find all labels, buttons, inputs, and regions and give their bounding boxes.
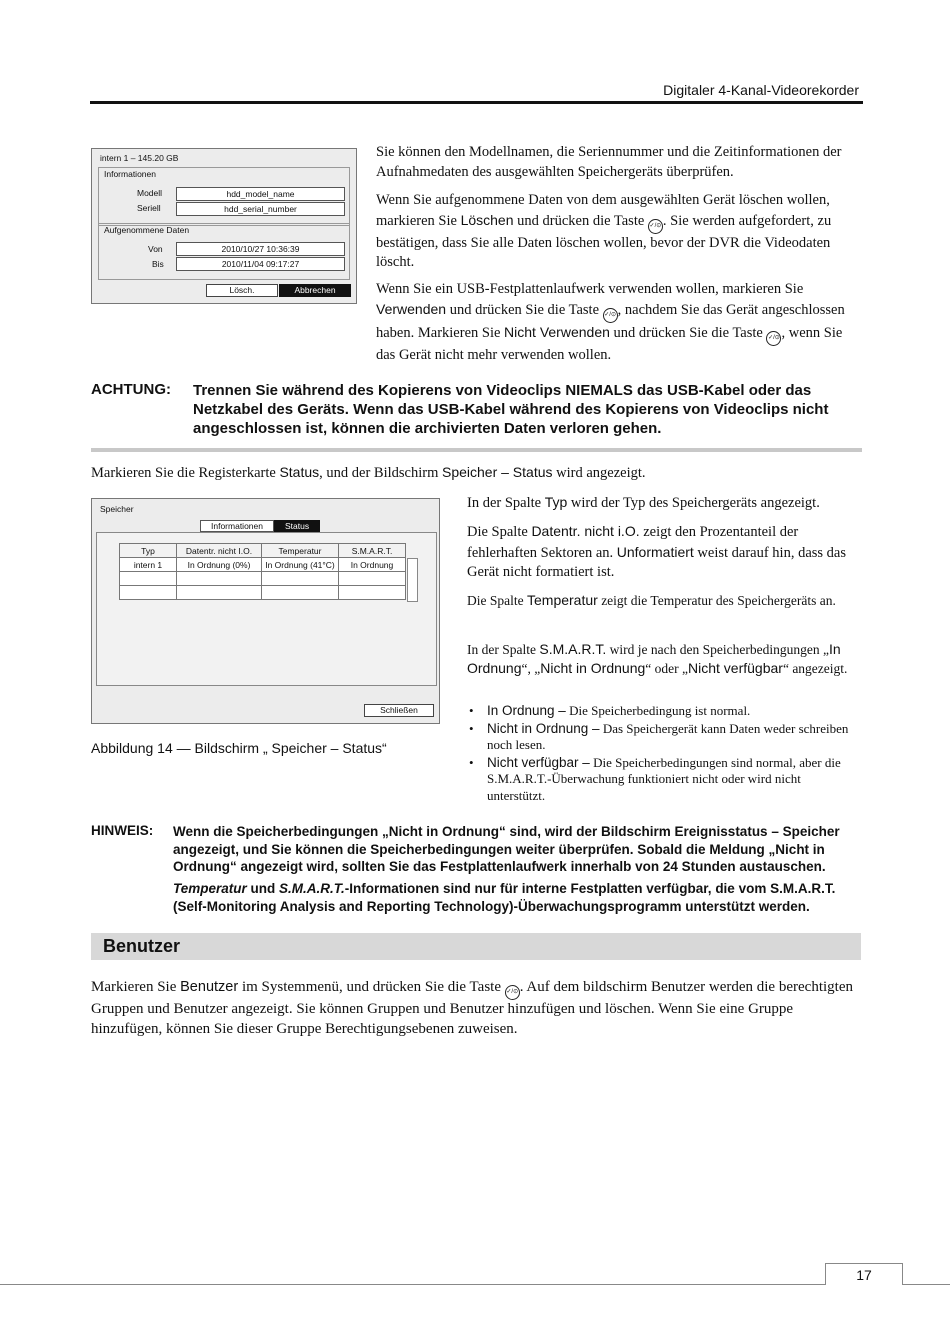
text-part: zeigt den Prozentanteil der fehlerhaften Sektoren an. [467,524,799,561]
bullet-keyword: In Ordnung – [487,703,566,718]
info-group-label: Informationen [104,169,156,179]
text-part: Wenn Sie ein USB-Festplattenlaufwerk verwenden wollen, markieren Sie [376,281,804,297]
bullet-keyword: Nicht verfügbar – [487,754,590,770]
table-row[interactable] [120,572,406,586]
text-part: Die Spalte [467,593,527,608]
keyword-smart: S.M.A.R.T. [279,881,345,896]
paragraph-datentr [467,522,862,583]
tab-status[interactable]: Status [274,520,320,532]
bullet-text: Das Speichergerät kann Daten weder schreiben noch lesen. [487,720,849,752]
page-number: 17 [825,1263,903,1285]
text-part: In der Spalte [467,495,545,511]
from-value: 2010/10/27 10:36:39 [176,242,345,256]
smart-status-list [467,703,862,805]
section-title: Benutzer [103,936,181,956]
keyword-in-ordnung: In Ordnung [467,641,841,676]
paragraph-smart [467,640,862,678]
enter-key-icon: ✓/⊙ [603,308,618,323]
col-temperatur: Temperatur [262,544,339,558]
paragraph-benutzer [91,978,863,1039]
keyword-benutzer: Benutzer [180,979,239,995]
bullet-text: Die Speicherbedingung ist normal. [565,703,751,718]
col-datentr: Datentr. nicht I.O. [177,544,262,558]
paragraph-status-intro [91,463,863,484]
bullet-keyword: Nicht in Ordnung – [487,720,600,736]
keyword-temperatur: Temperatur [527,592,598,608]
text-part: wird je nach den Speicherbedingungen „ [606,642,829,657]
bullet-text: Die Speicherbedingungen sind normal, aber die S.M.A.R.T.-Überwachung funktioniert nicht oder wird nicht unterstützt. [487,754,841,803]
screenshot-title: intern 1 – 145.20 GB [100,153,179,163]
text-part: , nachdem Sie das Gerät angeschlossen haben. Markieren Sie [376,301,845,341]
text-part: “ angezeigt. [782,661,848,676]
section-divider [91,448,862,452]
text-part: zeigt die Temperatur des Speichergeräts an. [597,593,836,608]
warning-text: Trennen Sie während des Kopierens von Videoclips NIEMALS das USB-Kabel oder das Netzkabel des Geräts. Wenn das USB-Kabel während des Kopierens von Videoclips nicht angeschlossen ist, können die archivierten Daten verloren gehen. [193,382,829,437]
status-panel [96,532,437,686]
keyword-speicher-status: Speicher – Status [441,464,553,480]
text-part: und drücken die Taste [513,212,648,229]
col-typ: Typ [120,544,177,558]
close-button[interactable]: Schließen [364,704,434,717]
from-label: Von [148,244,163,254]
text-part: “ oder „ [645,661,689,676]
serial-label: Seriell [137,203,161,213]
paragraph-info-text: Sie können den Modellnamen, die Seriennummer und die Zeitinformationen der Aufnahmedaten des ausgewählten Speichergeräts überprüfen. [376,144,842,180]
figure-caption: Abbildung 14 — Bildschirm „ Speicher – Status“ [91,740,387,756]
keyword-datentr: Datentr. nicht i.O. [531,523,640,539]
recorded-group-label: Aufgenommene Daten [104,225,190,235]
paragraph-temperatur [467,591,862,610]
cell: In Ordnung (0%) [177,558,262,572]
col-smart: S.M.A.R.T. [339,544,406,558]
footer-rule [0,1284,950,1285]
keyword-status: Status [279,464,320,480]
text-part: . Sie werden aufgefordert, zu bestätigen, dass Sie alle Daten löschen wollen, bevor der DVR die Videodaten löscht. [376,212,832,270]
table-scrollbar[interactable] [407,558,418,602]
to-value: 2010/11/04 09:17:27 [176,257,345,271]
text-part: wird der Typ des Speichergeräts angezeigt. [567,495,820,511]
keyword-temperatur: Temperatur [173,881,247,896]
keyword-loeschen: Löschen [460,211,514,228]
tab-informationen[interactable]: Informationen [200,520,274,532]
tab-bar [200,520,320,532]
text-part: , und der Bildschirm [319,465,442,481]
text-part: weist darauf hin, dass das Gerät nicht formatiert ist. [467,544,847,580]
text-part: Markieren Sie die Registerkarte [91,465,280,481]
model-label: Modell [137,188,163,198]
text-part: und [246,881,280,896]
text-part: wird angezeigt. [552,465,646,481]
text-part: In der Spalte [467,642,540,657]
section-heading-bar [91,933,861,960]
keyword-nicht-verwenden: Nicht Verwenden [504,323,610,340]
header-rule [90,101,863,104]
screenshot-title: Speicher [100,504,134,514]
enter-key-icon: ✓/⊙ [648,219,663,234]
list-item [467,721,862,754]
serial-value: hdd_serial_number [176,202,345,216]
keyword-unformatiert: Unformatiert [616,543,694,560]
storage-status-screenshot [91,498,440,724]
keyword-smart: S.M.A.R.T. [539,641,607,657]
warning-label: ACHTUNG: [91,381,171,398]
table-row[interactable] [120,558,406,572]
table-row[interactable] [120,586,406,600]
cell: intern 1 [120,558,177,572]
text-part: Markieren Sie [91,979,181,995]
enter-key-icon: ✓/⊙ [766,331,781,346]
list-item [467,703,862,720]
cell: In Ordnung (41°C) [262,558,339,572]
storage-info-screenshot [91,148,357,304]
text-part: Wenn Sie aufgenommene Daten von dem ausgewählten Gerät löschen wollen, markieren Sie [376,192,830,229]
note-label: HINWEIS: [91,823,154,838]
delete-button[interactable]: Lösch. [206,284,278,297]
keyword-nicht-verfuegbar: Nicht verfügbar [688,660,783,676]
text-part: “, „ [521,661,541,676]
table-header-row [120,544,406,558]
text-part: , wenn Sie das Gerät nicht mehr verwenden wollen. [376,324,843,363]
to-label: Bis [152,259,164,269]
enter-key-icon: ✓/⊙ [505,985,520,1000]
status-table [119,543,406,600]
text-part: und drücken Sie die Taste [446,301,603,318]
model-value: hdd_model_name [176,187,345,201]
text-part: -Informationen sind nur für interne Festplatten verfügbar, die vom S.M.A.R.T. (Self-Monitoring Analysis and Reporting Technology)-Überwachungsprogramm unterstützt werden. [173,881,836,914]
text-part: Die Spalte [467,524,532,540]
keyword-typ: Typ [544,494,568,510]
keyword-verwenden: Verwenden [376,300,447,317]
keyword-nicht-in-ordnung: Nicht in Ordnung [540,660,646,676]
paragraph-info [376,143,862,182]
paragraph-typ [467,493,862,514]
text-part: . Auf dem bildschirm Benutzer werden die berechtigten Gruppen und Benutzer angezeigt. Sie können Gruppen und Benutzer hinzufügen und löschen. Wenn Sie eine Gruppe hinzufügen, können Sie dieser Gruppe Berechtigungsebenen zuweisen. [91,979,853,1037]
paragraph-usb [376,280,862,365]
text-part: und drücken Sie die Taste [609,324,767,341]
note-text-2 [173,880,863,915]
running-header: Digitaler 4-Kanal-Videorekorder [663,82,859,98]
note-text: Wenn die Speicherbedingungen „Nicht in Ordnung“ sind, wird der Bildschirm Ereignisstatus – Speicher angezeigt, und Sie können die Speicherbedingungen weiter überprüfen. Sobald die Meldung „Nicht in Ordnung“ angezeigt wird, sollten Sie das Festplattenlaufwerk innerhalb von 24 Stunden austauschen. [173,824,840,874]
cell: In Ordnung [339,558,406,572]
list-item [467,755,862,805]
text-part: im Systemmenü, und drücken Sie die Taste [238,979,505,995]
cancel-button[interactable]: Abbrechen [279,284,351,297]
paragraph-delete [376,191,862,273]
